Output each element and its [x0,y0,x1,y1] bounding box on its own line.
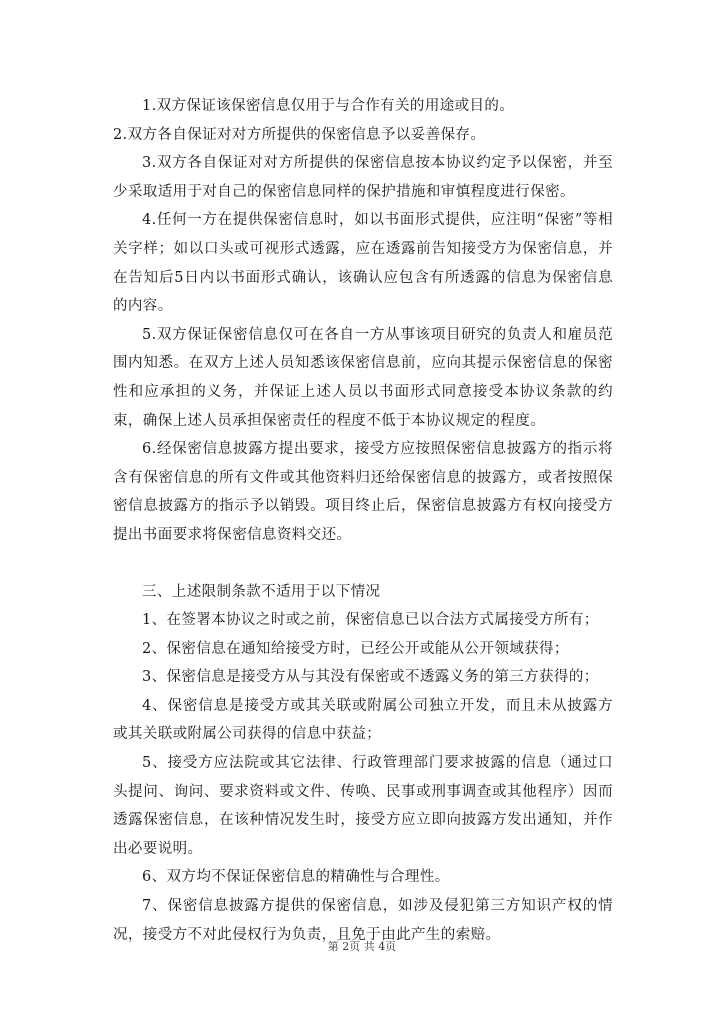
exception-5: 5、接受方应法院或其它法律、行政管理部门要求披露的信息（通过口头提问、询问、要求资料或文件、传唤、民事或刑事调查或其他程序）因而透露保密信息，在该种情况发生时，接受方应立即向披露方发出通知，并作出必要说明。 [113,755,613,857]
section-heading: 三、上述限制条款不适用于以下情况 [142,583,381,600]
page-number-footer: 第 2页 共 4页 [327,940,397,953]
exception-7: 7、保密信息披露方提供的保密信息，如涉及侵犯第三方知识产权的情况，接受方不对此侵权行为负责，且免于由此产生的索赔。 [113,898,613,943]
clause-5: 5.双方保证保密信息仅可在各自一方从事该项目研究的负责人和雇员范围内知悉。在双方上述人员知悉该保密信息前，应向其提示保密信息的保密性和应承担的义务，并保证上述人员以书面形式同意接受本协议条款的约束，确保上述人员承担保密责任的程度不低于本协议规定的程度。 [113,326,613,429]
clause-6: 6.经保密信息披露方提出要求，接受方应按照保密信息披露方的指示将含有保密信息的所有文件或其他资料归还给保密信息的披露方，或者按照保密信息披露方的指示予以销毁。项目终止后，保密信息披露方有权向接受方提出书面要求将保密信息资料交还。 [113,441,613,543]
exception-4: 4、保密信息是接受方或其关联或附属公司独立开发，而且未从披露方或其关联或附属公司获得的信息中获益； [113,697,613,743]
clause-2: 2.双方各自保证对对方所提供的保密信息予以妥善保存。 [113,126,486,143]
clause-1: 1.双方保证该保密信息仅用于与合作有关的用途或目的。 [142,98,515,114]
exception-6: 6、双方均不保证保密信息的精确性与合理性。 [142,869,450,886]
exception-2: 2、保密信息在通知给接受方时，已经公开或能从公开领域获得； [142,640,569,657]
exception-1: 1、在签署本协议之时或之前，保密信息已以合法方式属接受方所有； [142,612,599,629]
exception-3: 3、保密信息是接受方从与其没有保密或不透露义务的第三方获得的； [142,669,599,686]
document-body [113,92,613,949]
clause-3: 3.双方各自保证对对方所提供的保密信息按本协议约定予以保密，并至少采取适用于对自己的保密信息同样的保护措施和审慎程度进行保密。 [113,155,613,200]
clause-4: 4.任何一方在提供保密信息时，如以书面形式提供，应注明“保密”等相关字样；如以口头或可视形式透露，应在透露前告知接受方为保密信息，并在告知后5日内以书面形式确认，该确认应包含有所透露的信息为保密信息的内容。 [113,212,613,315]
